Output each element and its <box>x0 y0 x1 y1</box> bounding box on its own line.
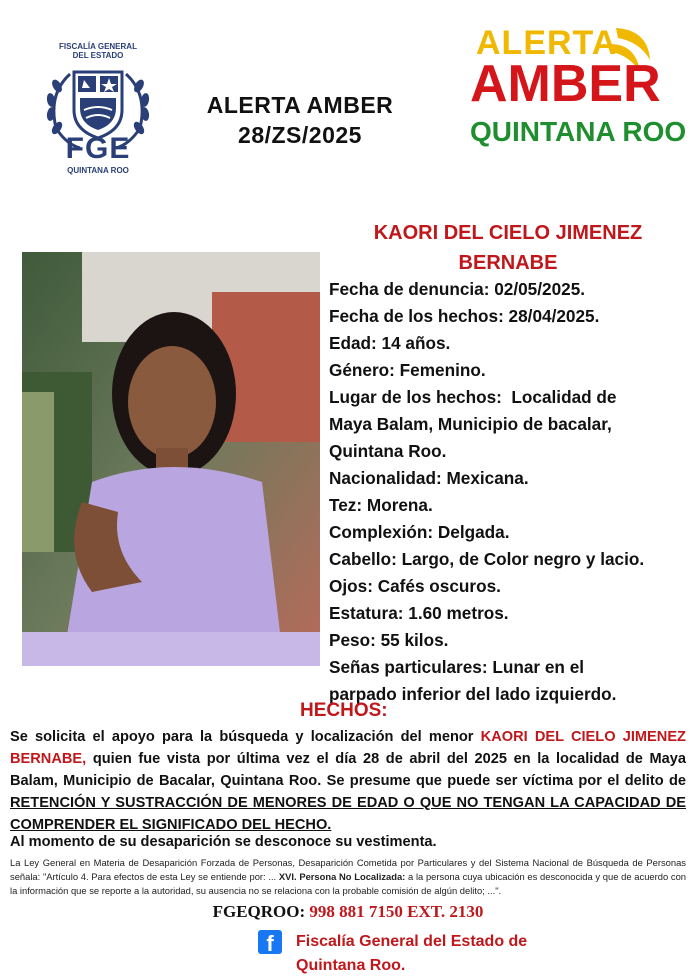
law-bold: XVI. Persona No Localizada: <box>278 871 406 882</box>
alert-header <box>190 90 410 150</box>
facebook-icon[interactable]: f <box>258 930 282 954</box>
name-line2: BERNABE <box>458 252 558 274</box>
amber-logo-line3: QUINTANA ROO <box>470 116 687 147</box>
legal-note <box>10 856 686 898</box>
detail-line: parpado inferior del lado izquierdo. <box>329 684 617 704</box>
fge-top-line2: DEL ESTADO <box>72 51 124 60</box>
contact-label: FGEQROO: <box>212 902 310 921</box>
hechos-title: HECHOS: <box>300 700 388 721</box>
detail-line: Complexión: Delgada. <box>329 522 510 542</box>
fge-logo-top-text <box>48 42 148 60</box>
hechos-text-2: quien fue vista por última vez el día 28 de abril del 2025 en la localidad de Maya Balam, Municipio de Bacalar, Quintana Roo. Se presume que puede ser víctima por el delito de <box>10 751 686 789</box>
detail-line: Tez: Morena. <box>329 495 433 515</box>
fge-logo-bottom-text: QUINTANA ROO <box>67 166 129 175</box>
detail-line: Edad: 14 años. <box>329 333 451 353</box>
hechos-text-1: Se solicita el apoyo para la búsqueda y localización del menor <box>10 729 481 745</box>
detail-line: Fecha de los hechos: 28/04/2025. <box>329 306 600 326</box>
hechos-body <box>10 726 686 836</box>
missing-person-name <box>340 218 676 278</box>
fb-line2: Quintana Roo. <box>296 957 406 974</box>
detail-line: Fecha de denuncia: 02/05/2025. <box>329 279 586 299</box>
alert-title: ALERTA AMBER <box>206 92 394 118</box>
facebook-page-link[interactable] <box>296 930 546 978</box>
amber-logo-line1: ALERTA <box>476 24 618 62</box>
detail-line: Señas particulares: Lunar en el <box>329 657 585 677</box>
detail-line: Género: Femenino. <box>329 360 486 380</box>
amber-logo-line2: AMBER <box>470 55 661 113</box>
phone-number[interactable]: 998 881 7150 EXT. 2130 <box>309 902 484 921</box>
law-text-1: La Ley General en Materia de Desaparición Forzada de Personas, Desaparición Cometida por Particulares y del Sistema Nacional de Búsqueda de Personas señala: "Artículo 4. Para efectos de esta Ley se entiende por: ... <box>10 857 686 882</box>
detail-line: Maya Balam, Municipio de bacalar, <box>329 414 612 434</box>
detail-line: Nacionalidad: Mexicana. <box>329 468 529 488</box>
missing-person-photo <box>22 252 320 666</box>
person-details <box>329 276 679 708</box>
hechos-person-name: KAORI DEL CIELO JIMENEZ BERNABE, <box>10 729 686 767</box>
fb-line1: Fiscalía General del Estado de <box>296 933 528 950</box>
vestimenta-note: Al momento de su desaparición se desconoce su vestimenta. <box>10 834 437 850</box>
detail-line: Ojos: Cafés oscuros. <box>329 576 501 596</box>
fge-acronym: FGE <box>65 132 131 165</box>
name-line1: KAORI DEL CIELO JIMENEZ <box>373 222 643 244</box>
detail-line: Estatura: 1.60 metros. <box>329 603 509 623</box>
detail-line: Quintana Roo. <box>329 441 447 461</box>
detail-line: Lugar de los hechos: Localidad de <box>329 387 617 407</box>
alert-code: 28/ZS/2025 <box>238 122 362 148</box>
fge-top-line1: FISCALÍA GENERAL <box>59 42 137 51</box>
contact-phone <box>0 902 696 922</box>
law-text-2: a la persona cuya ubicación es desconocida y que de acuerdo con la información que se reporte a la autoridad, su ausencia no se relaciona con la probable comisión de algún delito; ...". <box>10 871 687 896</box>
detail-line: Peso: 55 kilos. <box>329 630 449 650</box>
hechos-crime: RETENCIÓN Y SUSTRACCIÓN DE MENORES DE EDAD O QUE NO TENGAN LA CAPACIDAD DE COMPRENDER EL SIGNIFICADO DEL HECHO. <box>10 795 686 833</box>
detail-line: Cabello: Largo, de Color negro y lacio. <box>329 549 645 569</box>
